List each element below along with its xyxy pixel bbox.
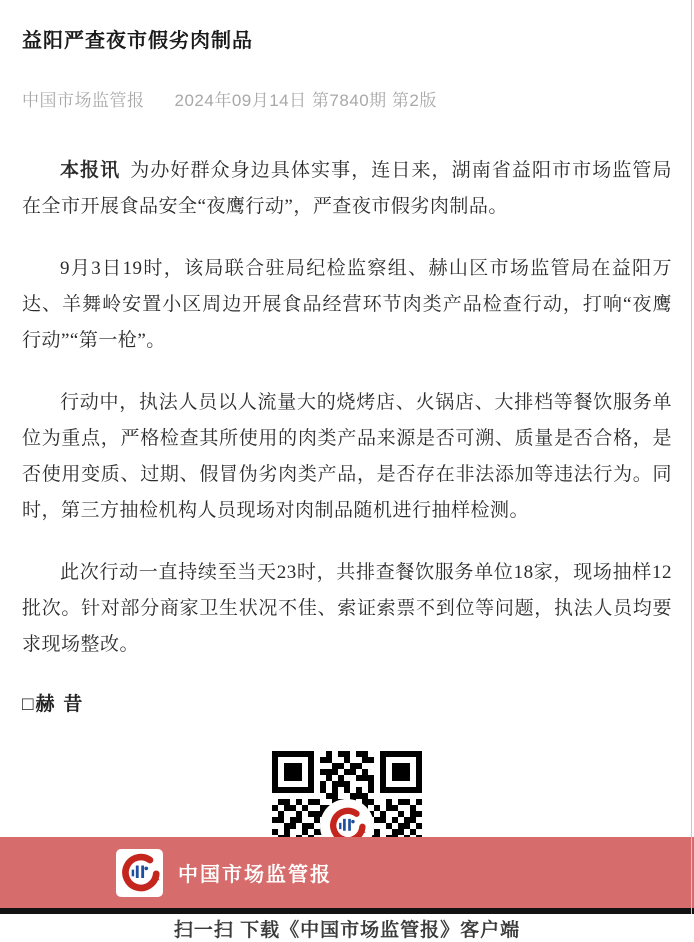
byline: □赫 昔 xyxy=(22,694,85,715)
footer-logo-box xyxy=(116,849,163,897)
page-title: 益阳严查夜市假劣肉制品 xyxy=(22,30,253,52)
article-paragraph: 本报讯 为办好群众身边具体实事，连日来，湖南省益阳市市场监管局在全市开展食品安全“夜鹰行动”，严查夜市假劣肉制品。 xyxy=(22,160,672,217)
page-edge-line xyxy=(691,0,692,914)
paragraph-lead: 本报讯 xyxy=(60,160,121,181)
article-paragraph: 行动中，执法人员以人流量大的烧烤店、火锅店、大排档等餐饮服务单位为重点，严格检查其所使用的肉类产品来源是否可溯、质量是否合格，是否使用变质、过期、假冒伪劣肉类产品，是否存在非法添加等违法行为。同时，第三方抽检机构人员现场对肉制品随机进行抽样检测。 xyxy=(22,392,672,521)
article-paragraph: 9月3日19时，该局联合驻局纪检监察组、赫山区市场监管局在益阳万达、羊舞岭安置小区周边开展食品经营环节肉类产品检查行动，打响“夜鹰行动”“第一枪”。 xyxy=(22,258,672,351)
footer-bar xyxy=(0,837,694,908)
qr-caption: 扫一扫 下载《中国市场监管报》客户端 xyxy=(173,920,521,941)
article-paragraph: 此次行动一直持续至当天23时，共排查餐饮服务单位18家，现场抽样12批次。针对部分商家卫生状况不佳、索证索票不到位等问题，执法人员均要求现场整改。 xyxy=(22,562,672,655)
publication-name: 中国市场监管报 xyxy=(22,91,145,110)
footer-brand: 中国市场监管报 xyxy=(178,864,332,886)
article-meta xyxy=(22,86,672,111)
bottom-bar xyxy=(0,908,694,914)
newspaper-logo-icon xyxy=(120,853,160,893)
article-body xyxy=(22,153,672,663)
issue-info: 2024年09月14日 第7840期 第2版 xyxy=(174,91,437,110)
